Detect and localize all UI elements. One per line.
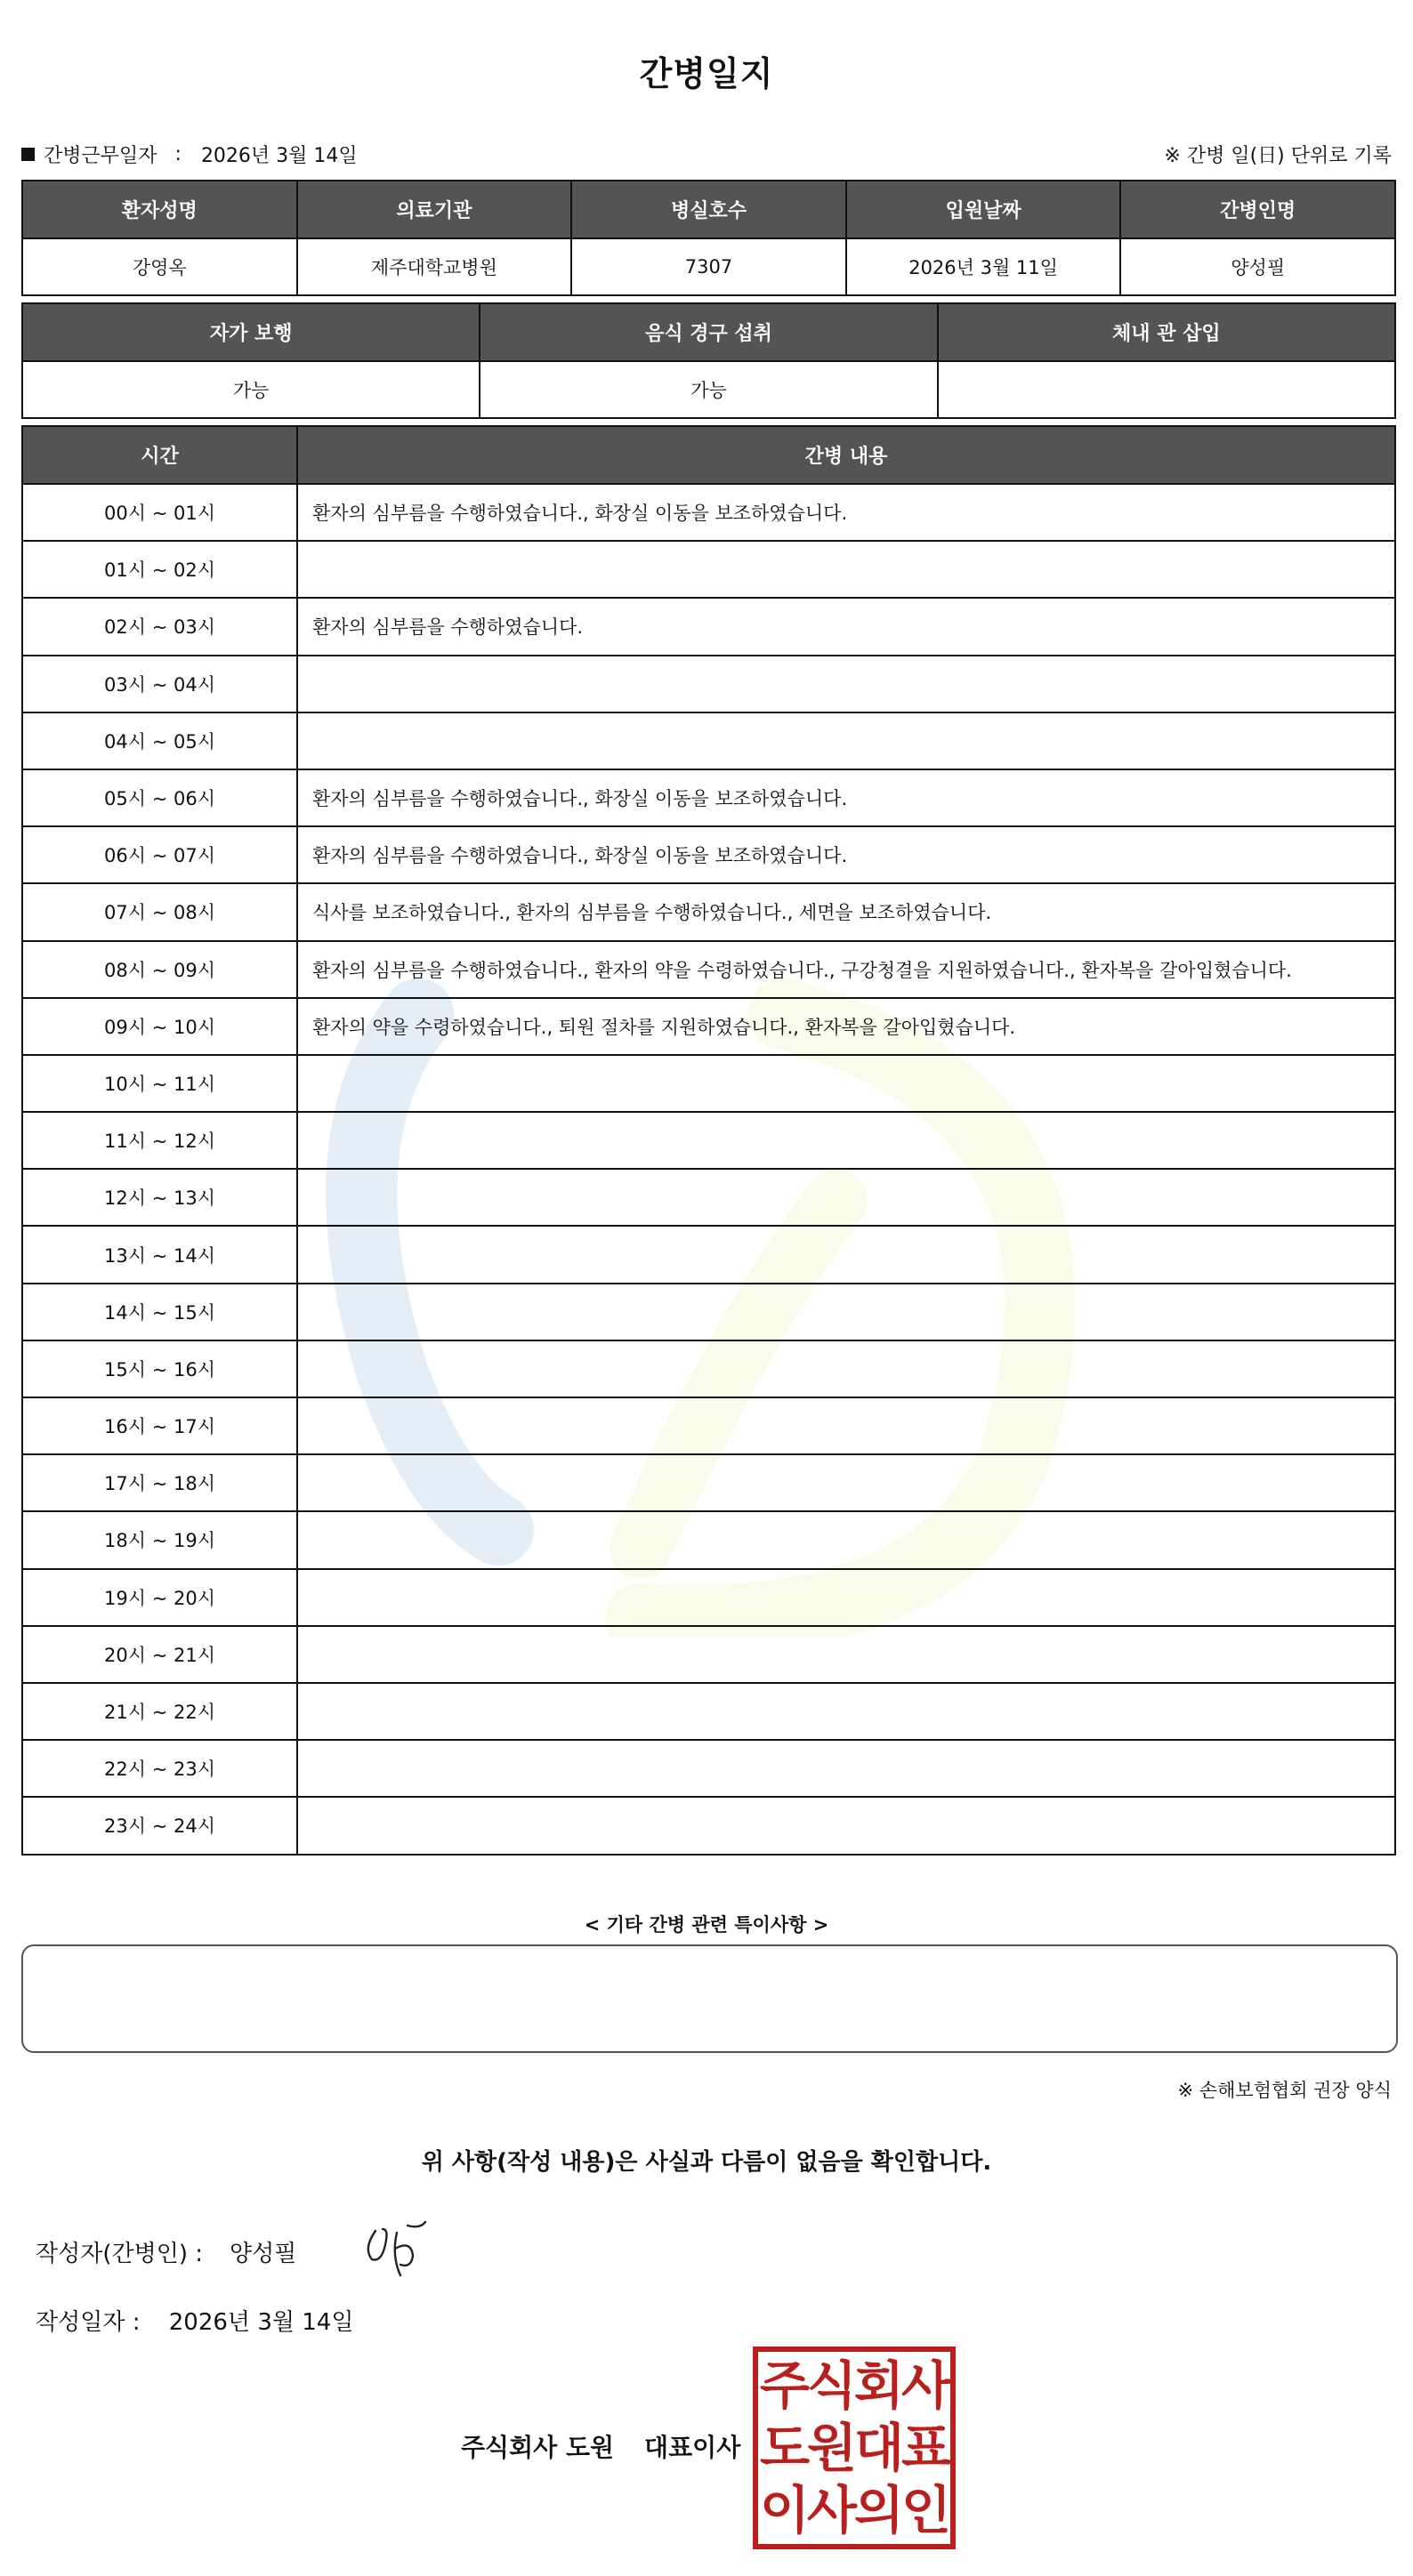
- log-content: [297, 1397, 1395, 1454]
- header-time: 시간: [22, 426, 297, 484]
- handwritten-signature: [356, 2213, 445, 2284]
- log-content: 환자의 심부름을 수행하였습니다., 화장실 이동을 보조하였습니다.: [297, 769, 1395, 826]
- written-date-line: [36, 2304, 353, 2337]
- admission-date: 2026년 3월 11일: [846, 238, 1121, 295]
- association-form-note: ※ 손해보험협회 권장 양식: [1177, 2080, 1392, 2101]
- log-content: 환자의 심부름을 수행하였습니다., 화장실 이동을 보조하였습니다.: [297, 826, 1395, 883]
- seal-line-1: 주식회사: [759, 2355, 949, 2416]
- log-time: 01시 ~ 02시: [22, 541, 297, 598]
- log-content: [297, 1169, 1395, 1226]
- log-content: [297, 1511, 1395, 1568]
- header-tube-insertion: 체내 관 삽입: [938, 303, 1395, 361]
- log-content: [297, 656, 1395, 712]
- log-content: [297, 541, 1395, 598]
- log-content: [297, 1683, 1395, 1740]
- log-time: 21시 ~ 22시: [22, 1683, 297, 1740]
- log-content: [297, 712, 1395, 769]
- header-care-content: 간병 내용: [297, 426, 1395, 484]
- log-content: [297, 1626, 1395, 1683]
- header-caregiver-name: 간병인명: [1120, 181, 1395, 238]
- work-date-label: 간병근무일자: [44, 145, 157, 167]
- log-time: 14시 ~ 15시: [22, 1284, 297, 1340]
- log-time: 00시 ~ 01시: [22, 484, 297, 541]
- caregiver-name: 양성필: [1120, 238, 1395, 295]
- header-room-number: 병실호수: [571, 181, 846, 238]
- room-number: 7307: [571, 238, 846, 295]
- log-time: 07시 ~ 08시: [22, 883, 297, 940]
- log-time: 09시 ~ 10시: [22, 998, 297, 1055]
- care-log-row: [22, 1340, 1395, 1397]
- log-time: 04시 ~ 05시: [22, 712, 297, 769]
- log-content: [297, 1284, 1395, 1340]
- work-date-colon: :: [174, 143, 182, 165]
- tube-insertion-value: [938, 361, 1395, 418]
- company-name: 주식회사 도원: [461, 2433, 615, 2462]
- status-header-row: [22, 303, 1395, 361]
- care-log-row: [22, 826, 1395, 883]
- care-log-row: [22, 883, 1395, 940]
- log-time: 20시 ~ 21시: [22, 1626, 297, 1683]
- care-log-row: [22, 484, 1395, 541]
- header-self-walking: 자가 보행: [22, 303, 480, 361]
- self-walking-value: 가능: [22, 361, 480, 418]
- log-content: 환자의 심부름을 수행하였습니다.: [297, 598, 1395, 655]
- care-log-row: [22, 1740, 1395, 1797]
- company-signature-line: [461, 2428, 740, 2464]
- care-log-row: [22, 998, 1395, 1055]
- seal-line-3: 이사의인: [759, 2480, 949, 2540]
- care-log-row: [22, 598, 1395, 655]
- care-log-row: [22, 1397, 1395, 1454]
- log-time: 22시 ~ 23시: [22, 1740, 297, 1797]
- care-log-row: [22, 941, 1395, 998]
- care-log-table: [21, 425, 1396, 1856]
- log-time: 02시 ~ 03시: [22, 598, 297, 655]
- writer-label: 작성자(간병인) :: [36, 2241, 204, 2267]
- care-log-row: [22, 1169, 1395, 1226]
- log-time: 18시 ~ 19시: [22, 1511, 297, 1568]
- log-content: [297, 1055, 1395, 1112]
- special-notes-box: [21, 1944, 1398, 2053]
- oral-intake-value: 가능: [480, 361, 937, 418]
- patient-info-value-row: [22, 238, 1395, 295]
- notes-title: < 기타 간병 관련 특이사항 >: [584, 1914, 829, 1936]
- log-content: [297, 1797, 1395, 1854]
- record-unit-note: ※ 간병 일(日) 단위로 기록: [1164, 145, 1392, 167]
- header-oral-intake: 음식 경구 섭취: [480, 303, 937, 361]
- care-log-row: [22, 712, 1395, 769]
- patient-info-table: [21, 180, 1396, 296]
- log-content: [297, 1569, 1395, 1626]
- log-content: 환자의 약을 수령하였습니다., 퇴원 절차를 지원하였습니다., 환자복을 갈아입혔습니다.: [297, 998, 1395, 1055]
- header-patient-name: 환자성명: [22, 181, 297, 238]
- care-log-row: [22, 541, 1395, 598]
- ceo-title: 대표이사: [644, 2433, 741, 2462]
- log-content: 환자의 심부름을 수행하였습니다., 환자의 약을 수령하였습니다., 구강청결을 지원하였습니다., 환자복을 갈아입혔습니다.: [297, 941, 1395, 998]
- page-title: 간병일지: [639, 54, 774, 93]
- care-log-row: [22, 1454, 1395, 1511]
- written-date-value: 2026년 3월 14일: [168, 2309, 354, 2336]
- care-log-row: [22, 1511, 1395, 1568]
- writer-line: [36, 2235, 296, 2268]
- header-hospital: 의료기관: [297, 181, 572, 238]
- log-content: 식사를 보조하였습니다., 환자의 심부름을 수행하였습니다., 세면을 보조하였습니다.: [297, 883, 1395, 940]
- log-time: 12시 ~ 13시: [22, 1169, 297, 1226]
- writer-name: 양성필: [230, 2241, 297, 2267]
- log-time: 05시 ~ 06시: [22, 769, 297, 826]
- hospital-name: 제주대학교병원: [297, 238, 572, 295]
- care-log-header-row: [22, 426, 1395, 484]
- care-log-row: [22, 656, 1395, 712]
- confirmation-statement: 위 사항(작성 내용)은 사실과 다름이 없음을 확인합니다.: [421, 2149, 992, 2176]
- care-log-row: [22, 1797, 1395, 1854]
- log-content: [297, 1112, 1395, 1169]
- care-log-row: [22, 1626, 1395, 1683]
- log-content: [297, 1226, 1395, 1283]
- status-value-row: [22, 361, 1395, 418]
- patient-info-header-row: [22, 181, 1395, 238]
- log-time: 10시 ~ 11시: [22, 1055, 297, 1112]
- care-log-row: [22, 1055, 1395, 1112]
- patient-name: 강영옥: [22, 238, 297, 295]
- log-time: 19시 ~ 20시: [22, 1569, 297, 1626]
- written-date-label: 작성일자 :: [36, 2309, 141, 2336]
- log-time: 13시 ~ 14시: [22, 1226, 297, 1283]
- log-time: 03시 ~ 04시: [22, 656, 297, 712]
- seal-line-2: 도원대표: [759, 2418, 949, 2478]
- log-time: 15시 ~ 16시: [22, 1340, 297, 1397]
- care-log-row: [22, 1226, 1395, 1283]
- log-time: 08시 ~ 09시: [22, 941, 297, 998]
- log-content: [297, 1740, 1395, 1797]
- company-seal-stamp: [753, 2347, 956, 2549]
- log-time: 11시 ~ 12시: [22, 1112, 297, 1169]
- care-log-row: [22, 1683, 1395, 1740]
- log-content: [297, 1454, 1395, 1511]
- patient-status-table: [21, 302, 1396, 419]
- care-log-row: [22, 1569, 1395, 1626]
- care-log-row: [22, 1112, 1395, 1169]
- work-date-line: [21, 141, 358, 168]
- care-log-row: [22, 1284, 1395, 1340]
- log-time: 23시 ~ 24시: [22, 1797, 297, 1854]
- log-time: 06시 ~ 07시: [22, 826, 297, 883]
- log-time: 17시 ~ 18시: [22, 1454, 297, 1511]
- log-time: 16시 ~ 17시: [22, 1397, 297, 1454]
- header-admission-date: 입원날짜: [846, 181, 1121, 238]
- work-date-value: 2026년 3월 14일: [200, 145, 358, 167]
- log-content: [297, 1340, 1395, 1397]
- log-content: 환자의 심부름을 수행하였습니다., 화장실 이동을 보조하였습니다.: [297, 484, 1395, 541]
- square-bullet-icon: [21, 148, 35, 161]
- care-log-row: [22, 769, 1395, 826]
